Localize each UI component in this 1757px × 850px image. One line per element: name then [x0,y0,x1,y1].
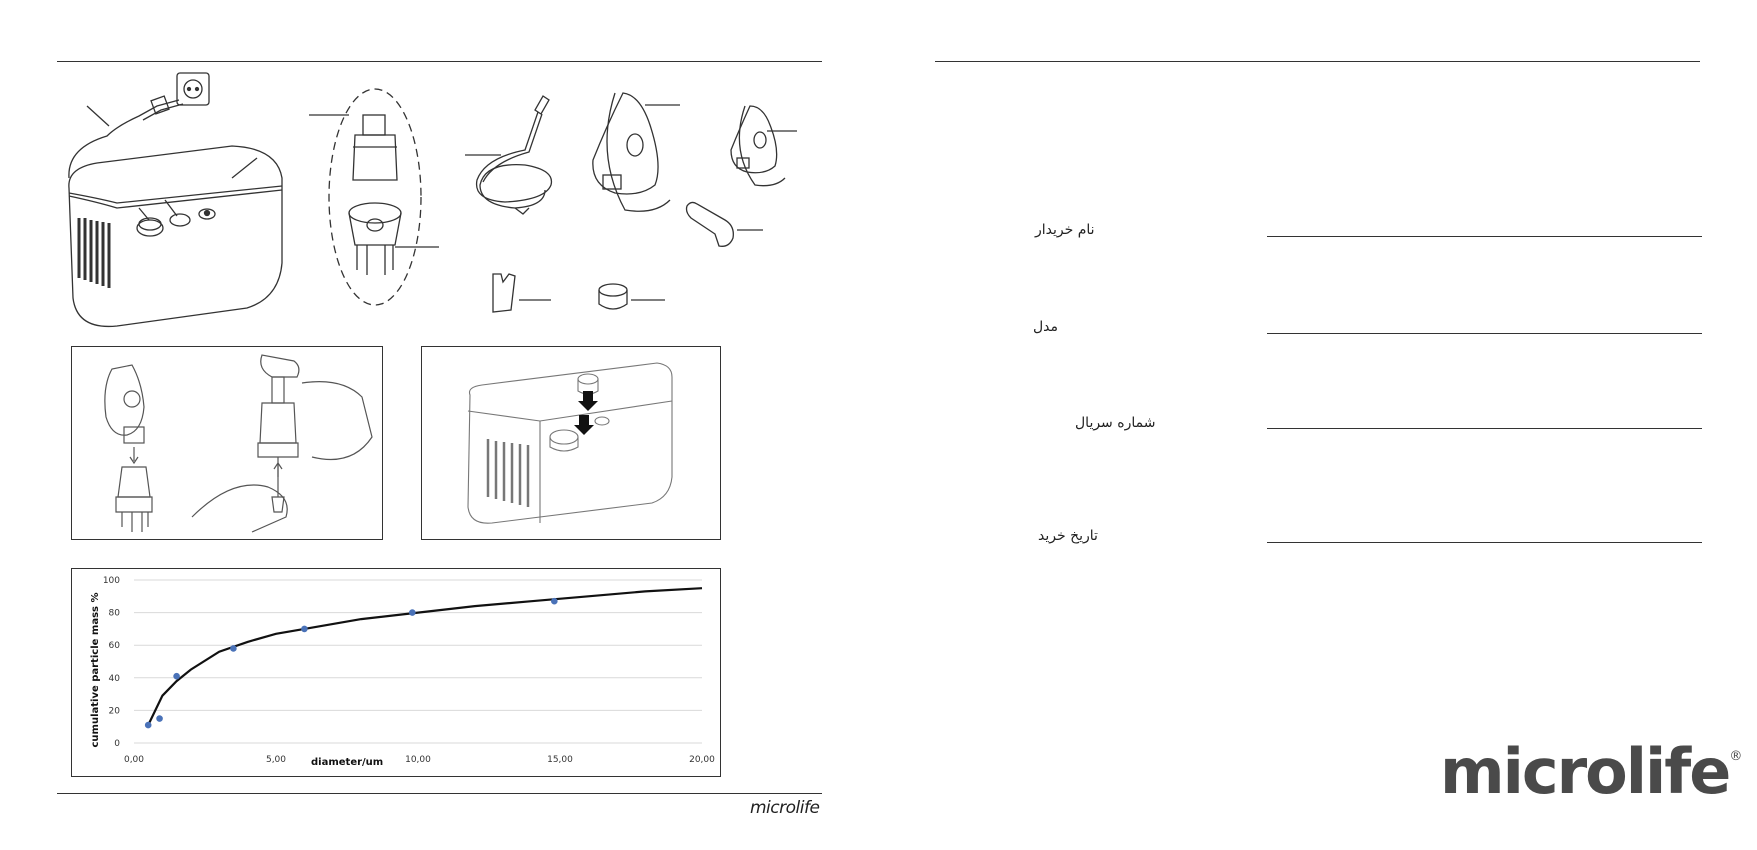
chart-y-tick-label: 100 [102,576,120,586]
filter-replacement-frame [421,346,721,540]
chart-x-axis-label: diameter/um [311,757,384,768]
mouthpiece-illustration [685,198,765,253]
brand-logo-small: microlife [750,798,820,818]
chart-y-tick-label: 40 [108,673,120,684]
air-tube-illustration [465,90,565,230]
chart-data-point [173,673,180,680]
buyer-name-label: نام خریدار [1035,222,1095,238]
adult-mask-illustration [585,85,685,220]
brand-logo-large [1440,735,1742,808]
nose-piece-illustration [485,270,555,320]
model-label: مدل [1033,319,1059,335]
filter-illustration [595,280,670,320]
chart-trend-line [148,588,702,725]
right-page-top-rule [935,61,1700,62]
purchase-date-label: تاریخ خرید [1038,528,1098,544]
chart-y-tick-label: 60 [108,641,120,652]
chart-x-tick-label: 20,00 [689,755,715,765]
particle-size-chart-frame [71,568,721,777]
buyer-name-line[interactable] [1267,236,1702,237]
registered-mark: ® [1729,749,1743,764]
assembly-diagram [72,347,382,539]
child-mask-illustration [725,100,800,190]
nebulizer-compressor-illustration [57,68,297,333]
chart-x-tick-label: 15,00 [547,755,573,765]
chart-y-tick-label: 20 [108,706,120,717]
serial-number-line[interactable] [1267,428,1702,429]
serial-number-label: شماره سریال [1075,415,1156,431]
chart-y-tick-label: 0 [114,739,120,749]
purchase-date-line[interactable] [1267,542,1702,543]
left-page-top-rule [57,61,822,62]
filter-replacement-diagram [422,347,720,539]
chart-x-tick-label: 10,00 [405,755,431,765]
chart-data-point [156,715,163,722]
chart-y-tick-label: 80 [108,608,120,619]
nebulizer-kit-illustration [305,85,445,310]
chart-y-axis-label: cumulative particle mass % [90,592,101,748]
chart-data-point [145,722,152,729]
chart-data-point [409,609,416,616]
chart-data-point [301,626,308,633]
left-page-bottom-rule [57,793,822,794]
chart-data-point [551,598,558,605]
chart-x-tick-label: 5,00 [265,755,287,765]
model-line[interactable] [1267,333,1702,334]
chart-data-point [230,645,237,652]
particle-size-chart [72,569,720,776]
brand-logo-large-text: microlife [1440,735,1730,808]
chart-x-tick-label: 0,00 [123,755,145,765]
assembly-diagram-frame [71,346,383,540]
